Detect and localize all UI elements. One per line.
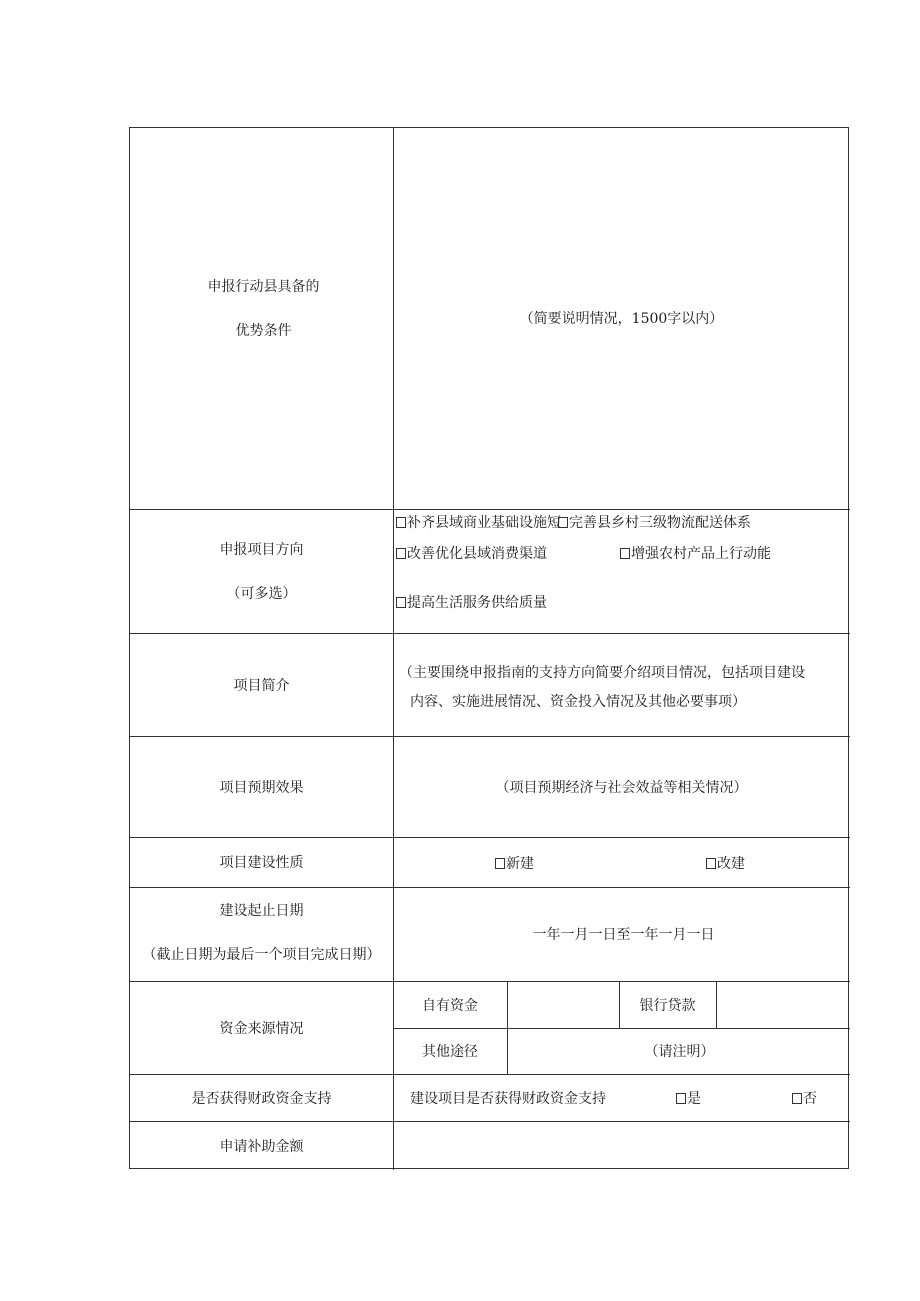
nature-option-new[interactable]: 新建 <box>495 853 534 873</box>
direction-label-text: 申报项目方向 <box>219 542 304 558</box>
checkbox[interactable] <box>396 548 406 559</box>
checkbox[interactable] <box>396 597 406 608</box>
fiscal-option-no[interactable]: 否 <box>792 1088 817 1108</box>
advantage-hint: （简要说明情况，1500字以内） <box>519 310 724 327</box>
nature-label-text: 项目建设性质 <box>219 855 304 871</box>
nature-option-rebuild[interactable]: 改建 <box>706 853 745 873</box>
direction-sublabel: （可多选） <box>226 586 297 602</box>
direction-label <box>130 509 393 633</box>
advantage-label-line-2: 优势条件 <box>235 322 292 339</box>
dates-field[interactable] <box>393 887 850 981</box>
intro-field[interactable] <box>393 633 850 736</box>
checkbox[interactable] <box>495 858 505 869</box>
subsidy-field[interactable] <box>393 1121 850 1170</box>
funding-label <box>130 981 393 1074</box>
bank-loan-field[interactable] <box>716 981 850 1028</box>
dates-label-text: 建设起止日期 <box>219 903 304 919</box>
funding-label-text: 资金来源情况 <box>219 1020 304 1037</box>
other-funds-label: 其他途径 <box>422 1044 478 1060</box>
application-form-table <box>129 127 849 1169</box>
effect-field[interactable] <box>393 736 850 837</box>
checkbox[interactable] <box>792 1093 802 1104</box>
direction-option-5[interactable]: 提高生活服务供给质量 <box>396 592 547 612</box>
other-funds-hint: （请注明） <box>644 1044 715 1060</box>
subsidy-label-text: 申请补助金额 <box>219 1138 304 1155</box>
effect-hint: （项目预期经济与社会效益等相关情况） <box>495 779 748 796</box>
advantage-label-line-1: 申报行动县具备的 <box>207 278 320 295</box>
direction-option-2[interactable]: 完善县乡村三级物流配送体系 <box>558 512 751 532</box>
direction-options <box>393 509 850 633</box>
checkbox[interactable] <box>558 517 568 528</box>
fiscal-label-text: 是否获得财政资金支持 <box>191 1090 332 1107</box>
nature-label <box>130 837 393 887</box>
bank-loan-label: 银行贷款 <box>639 997 696 1014</box>
direction-option-3[interactable]: 改善优化县域消费渠道 <box>396 543 547 563</box>
intro-hint-line-1: （主要围绕申报指南的支持方向简要介绍项目情况，包括项目建设 <box>399 665 805 681</box>
dates-sublabel: （截止日期为最后一个项目完成日期） <box>142 947 381 963</box>
checkbox[interactable] <box>676 1093 686 1104</box>
direction-option-4[interactable]: 增强农村产品上行动能 <box>620 543 771 563</box>
fiscal-option-yes[interactable]: 是 <box>676 1088 701 1108</box>
subsidy-label <box>130 1121 393 1170</box>
intro-label-text: 项目简介 <box>233 677 290 694</box>
checkbox[interactable] <box>396 517 406 528</box>
checkbox[interactable] <box>706 858 716 869</box>
dates-label <box>130 887 393 981</box>
other-funds-field[interactable] <box>507 1028 850 1074</box>
intro-hint-line-2: 内容、实施进展情况、资金投入情况及其他必要事项） <box>410 694 746 710</box>
advantage-field[interactable] <box>393 128 850 509</box>
own-funds-field[interactable] <box>507 981 619 1028</box>
own-funds-label: 自有资金 <box>422 997 478 1014</box>
effect-label-text: 项目预期效果 <box>219 779 304 796</box>
fiscal-label <box>130 1074 393 1121</box>
direction-option-1[interactable]: 补齐县域商业基础设施短 <box>396 512 561 532</box>
advantage-label <box>130 128 393 509</box>
effect-label <box>130 736 393 837</box>
fiscal-field <box>393 1074 850 1121</box>
fiscal-question: 建设项目是否获得财政资金支持 <box>410 1091 606 1107</box>
dates-value: 一年一月一日至一年一月一日 <box>532 927 715 943</box>
checkbox[interactable] <box>620 548 630 559</box>
nature-options <box>393 837 850 887</box>
intro-label <box>130 633 393 736</box>
